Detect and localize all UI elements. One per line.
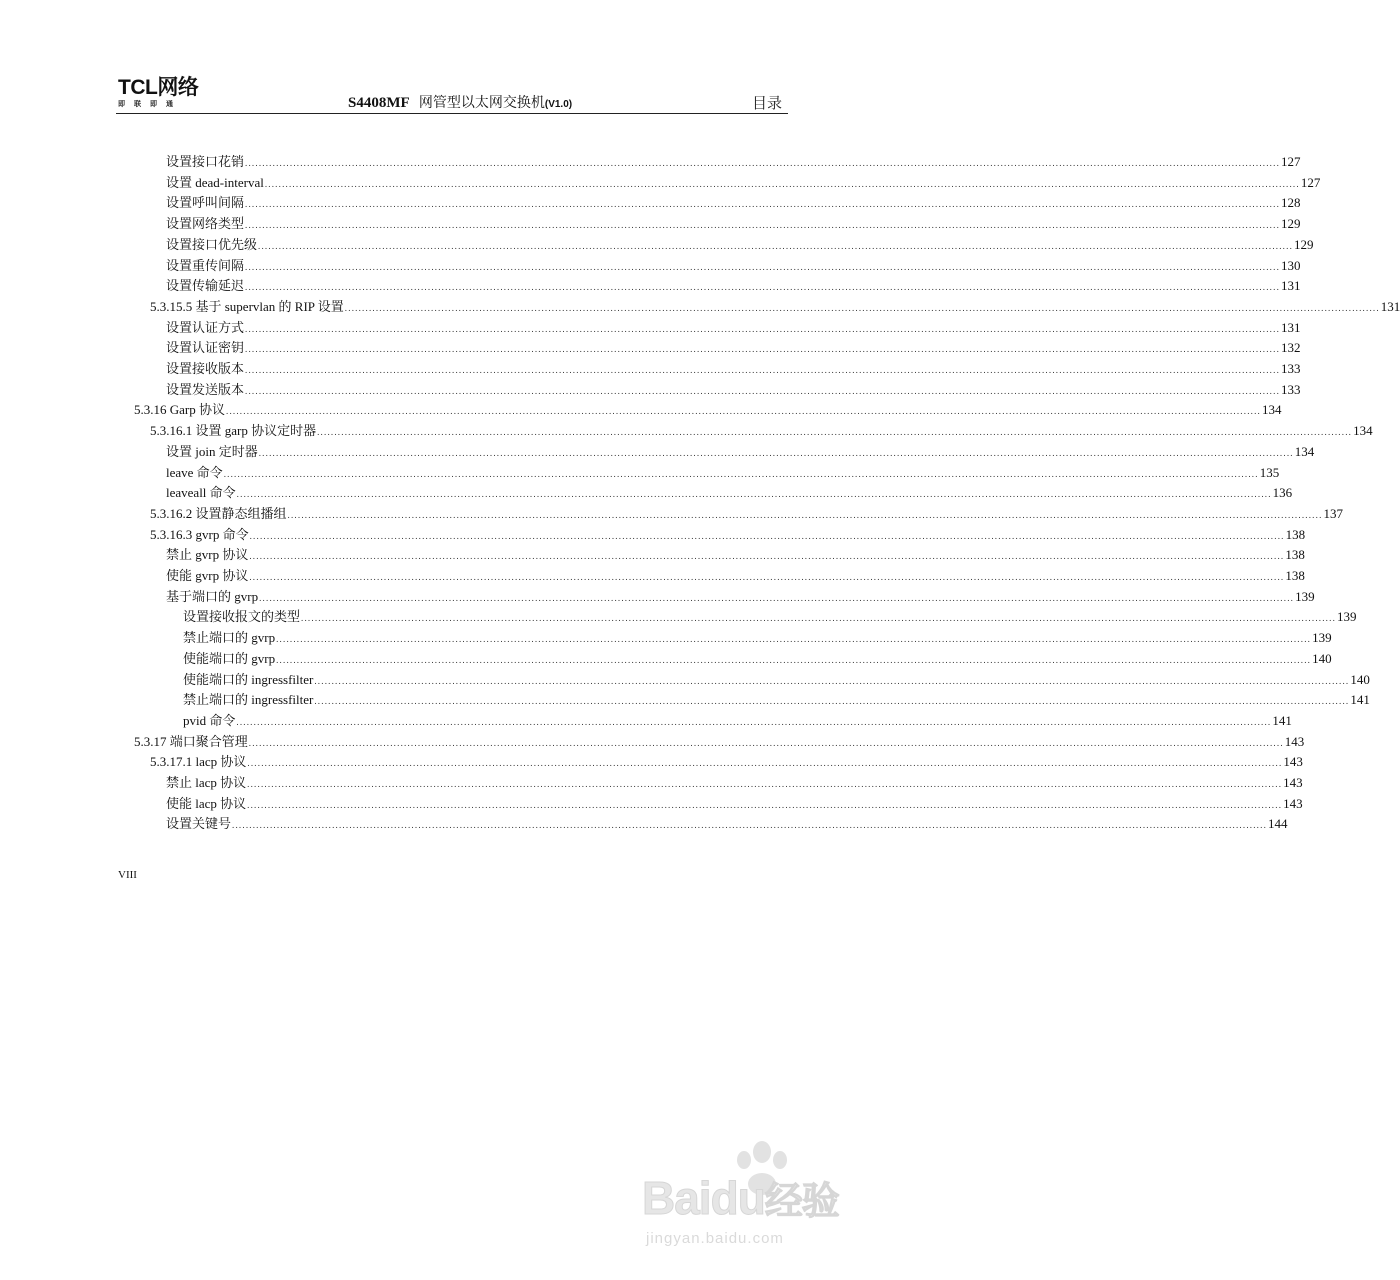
toc-entry-title: 5.3.17 端口聚合管理 [134, 733, 248, 749]
toc-entry-page: 138 [1285, 568, 1305, 583]
toc-entry[interactable] [166, 213, 1301, 234]
toc-leader-dots: ............................................................................................................................................................................................................................................................................................................ [245, 365, 1281, 375]
toc-entry-title: 5.3.16.1 设置 garp 协议定时器 [150, 423, 317, 439]
toc-entry-title: 禁止 lacp 协议 [166, 775, 247, 790]
toc-entry[interactable] [183, 648, 1332, 669]
toc-entry-title: 使能端口的 gvrp [183, 650, 276, 666]
toc-entry-page: 131 [1380, 298, 1400, 314]
toc-entry-title: 基于端口的 gvrp [166, 588, 259, 604]
baidu-jingyan-watermark [642, 1138, 862, 1258]
toc-leader-dots: ............................................................................................................................................................................................................................................................................................................ [236, 489, 1272, 500]
toc-entry-title: 设置呼叫间隔 [166, 195, 245, 211]
toc-entry-page: 131 [1281, 319, 1301, 335]
toc-entry-title: 使能 gvrp 协议 [166, 568, 249, 583]
toc-entry-page: 127 [1300, 174, 1321, 190]
toc-leader-dots: ............................................................................................................................................................................................................................................................................................................ [245, 385, 1281, 396]
toc-entry-page: 130 [1281, 257, 1301, 273]
toc-entry-page: 138 [1285, 526, 1306, 542]
toc-entry[interactable] [166, 151, 1301, 172]
toc-entry[interactable] [150, 503, 1344, 524]
toc-entry-title: 5.3.16 Garp 协议 [134, 402, 225, 418]
toc-entry-title: 设置接收版本 [166, 361, 245, 376]
toc-entry[interactable] [166, 482, 1293, 503]
toc-entry-page: 143 [1283, 795, 1303, 811]
toc-leader-dots: ............................................................................................................................................................................................................................................................................................................ [247, 799, 1283, 810]
watermark-url: jingyan.baidu.com [646, 1230, 784, 1247]
toc-entry[interactable] [134, 399, 1282, 420]
toc-entry-page: 141 [1350, 692, 1370, 708]
toc-leader-dots: ............................................................................................................................................................................................................................................................................................................ [245, 344, 1281, 355]
toc-entry-page: 128 [1281, 195, 1301, 211]
toc-entry-title: 设置接收报文的类型 [183, 609, 301, 625]
toc-entry[interactable] [166, 192, 1301, 213]
toc-entry[interactable] [183, 669, 1370, 690]
toc-leader-dots: ............................................................................................................................................................................................................................................................................................................ [249, 551, 1285, 562]
watermark-brand: Baidu经验 [642, 1172, 839, 1224]
toc-leader-dots: ............................................................................................................................................................................................................................................................................................................ [249, 530, 1285, 541]
toc-entry-title: 设置关键号 [166, 816, 232, 832]
document-title [348, 92, 572, 112]
toc-entry-title: leave 命令 [166, 464, 223, 480]
toc-leader-dots: ............................................................................................................................................................................................................................................................................................................ [245, 323, 1281, 334]
toc-entry[interactable] [166, 462, 1280, 483]
toc-entry-page: 135 [1259, 464, 1280, 480]
toc-leader-dots: ............................................................................................................................................................................................................................................................................................................ [245, 158, 1281, 168]
toc-leader-dots: ............................................................................................................................................................................................................................................................................................................ [314, 675, 1350, 686]
toc-entry[interactable] [166, 234, 1314, 255]
toc-entry-page: 131 [1281, 278, 1301, 294]
toc-entry-title: 5.3.17.1 lacp 协议 [150, 754, 247, 770]
toc-entry-page: 134 [1294, 443, 1315, 459]
toc-leader-dots: ............................................................................................................................................................................................................................................................................................................ [258, 240, 1294, 251]
toc-entry[interactable] [166, 586, 1315, 607]
toc-entry[interactable] [166, 255, 1301, 276]
toc-leader-dots: ............................................................................................................................................................................................................................................................................................................ [245, 261, 1281, 272]
toc-leader-dots: ............................................................................................................................................................................................................................................................................................................ [258, 447, 1294, 458]
toc-entry[interactable] [166, 317, 1301, 338]
toc-entry[interactable] [183, 627, 1332, 648]
toc-entry[interactable] [166, 565, 1305, 586]
logo-wordmark: TCL网络 [118, 76, 199, 99]
toc-entry[interactable] [134, 731, 1305, 752]
toc-entry-page: 139 [1312, 630, 1332, 646]
toc-entry-page: 129 [1281, 216, 1301, 232]
toc-entry[interactable] [166, 275, 1301, 296]
toc-entry-title: 5.3.16.3 gvrp 命令 [150, 526, 249, 542]
toc-entry-title: 设置认证方式 [166, 319, 245, 335]
toc-leader-dots: ............................................................................................................................................................................................................................................................................................................ [249, 572, 1285, 582]
toc-leader-dots: ............................................................................................................................................................................................................................................................................................................ [344, 302, 1380, 313]
toc-entry[interactable] [166, 544, 1305, 565]
toc-entry[interactable] [150, 420, 1373, 441]
toc-entry[interactable] [166, 772, 1303, 793]
toc-entry[interactable] [166, 337, 1301, 358]
toc-entry[interactable] [166, 441, 1315, 462]
logo-slogan: 即联即通 [118, 101, 182, 108]
page-number: VIII [118, 869, 137, 881]
toc-entry[interactable] [183, 689, 1370, 710]
toc-entry-page: 136 [1272, 485, 1293, 501]
toc-entry-title: 设置接口优先级 [166, 236, 258, 252]
toc-entry-page: 143 [1283, 775, 1303, 790]
tcl-logo [118, 78, 218, 109]
toc-entry-title: 设置认证密钥 [166, 340, 245, 356]
toc-entry-title: leaveall 命令 [166, 485, 236, 501]
toc-entry-page: 140 [1350, 671, 1370, 687]
toc-entry-page: 141 [1272, 712, 1292, 728]
toc-leader-dots: ............................................................................................................................................................................................................................................................................................................ [236, 716, 1272, 727]
toc-entry-page: 138 [1285, 547, 1305, 563]
toc-entry-page: 133 [1281, 381, 1301, 397]
toc-entry-page: 132 [1281, 340, 1301, 356]
toc-entry-page: 140 [1312, 650, 1332, 666]
toc-entry-page: 143 [1284, 733, 1305, 749]
toc-entry-title: 设置发送版本 [166, 381, 245, 397]
version-label: (V1.0) [544, 99, 573, 110]
toc-entry[interactable] [150, 524, 1306, 545]
toc-leader-dots: ............................................................................................................................................................................................................................................................................................................ [287, 509, 1323, 520]
toc-entry-page: 137 [1323, 505, 1344, 521]
toc-leader-dots: ............................................................................................................................................................................................................................................................................................................ [301, 613, 1337, 624]
toc-entry-title: 设置 join 定时器 [166, 443, 258, 459]
toc-entry[interactable] [183, 606, 1357, 627]
toc-entry-title: 设置重传间隔 [166, 257, 245, 273]
toc-entry[interactable] [166, 813, 1288, 834]
toc-entry[interactable] [150, 296, 1400, 317]
toc-leader-dots: ............................................................................................................................................................................................................................................................................................................ [276, 654, 1312, 665]
toc-entry-page: 134 [1262, 402, 1282, 418]
toc-entry-title: 设置 dead-interval [166, 174, 264, 190]
toc-entry-page: 133 [1281, 361, 1301, 376]
toc-entry-title: 使能端口的 ingressfilter [183, 671, 314, 687]
toc-entry-page: 139 [1295, 588, 1315, 604]
toc-leader-dots: ............................................................................................................................................................................................................................................................................................................ [247, 758, 1283, 769]
model-name: S4408MF [348, 95, 410, 111]
header-divider [116, 113, 788, 114]
toc-leader-dots: ............................................................................................................................................................................................................................................................................................................ [226, 406, 1261, 417]
toc-entry-page: 134 [1353, 423, 1373, 439]
toc-entry-page: 144 [1268, 816, 1288, 832]
toc-entry-title: 禁止端口的 gvrp [183, 630, 276, 646]
section-label: 目录 [752, 94, 783, 112]
toc-entry-title: 设置传输延迟 [166, 278, 245, 294]
toc-leader-dots: ............................................................................................................................................................................................................................................................................................................ [259, 592, 1295, 603]
toc-entry-title: 设置网络类型 [166, 216, 245, 232]
product-name: 网管型以太网交换机 [418, 95, 545, 111]
toc-leader-dots: ............................................................................................................................................................................................................................................................................................................ [223, 468, 1259, 479]
toc-entry-title: 5.3.15.5 基于 supervlan 的 RIP 设置 [150, 298, 344, 314]
toc-leader-dots: ............................................................................................................................................................................................................................................................................................................ [264, 178, 1300, 189]
toc-entry-title: 禁止 gvrp 协议 [166, 547, 249, 563]
toc-leader-dots: ............................................................................................................................................................................................................................................................................................................ [314, 696, 1350, 707]
toc-entry-title: pvid 命令 [183, 712, 236, 728]
toc-entry-page: 127 [1281, 154, 1301, 169]
toc-leader-dots: ............................................................................................................................................................................................................................................................................................................ [248, 737, 1284, 748]
toc-entry-title: 使能 lacp 协议 [166, 795, 247, 811]
toc-entry[interactable] [166, 793, 1303, 814]
toc-entry-title: 设置接口花销 [166, 154, 245, 169]
toc-leader-dots: ............................................................................................................................................................................................................................................................................................................ [276, 634, 1312, 645]
toc-entry[interactable] [150, 751, 1303, 772]
toc-leader-dots: ............................................................................................................................................................................................................................................................................................................ [247, 779, 1283, 789]
toc-entry[interactable] [166, 379, 1301, 400]
toc-leader-dots: ............................................................................................................................................................................................................................................................................................................ [317, 427, 1353, 438]
toc-entry[interactable] [166, 172, 1321, 193]
toc-entry-page: 139 [1337, 609, 1357, 625]
toc-leader-dots: ............................................................................................................................................................................................................................................................................................................ [232, 820, 1268, 831]
toc-entry-title: 禁止端口的 ingressfilter [183, 692, 314, 708]
toc-entry[interactable] [183, 710, 1292, 731]
toc-entry[interactable] [166, 358, 1301, 379]
toc-leader-dots: ............................................................................................................................................................................................................................................................................................................ [245, 282, 1281, 293]
toc-entry-page: 143 [1283, 754, 1303, 770]
toc-entry-title: 5.3.16.2 设置静态组播组 [150, 505, 287, 521]
toc-leader-dots: ............................................................................................................................................................................................................................................................................................................ [245, 220, 1281, 231]
toc-entry-page: 129 [1294, 236, 1314, 252]
toc-leader-dots: ............................................................................................................................................................................................................................................................................................................ [245, 199, 1281, 210]
